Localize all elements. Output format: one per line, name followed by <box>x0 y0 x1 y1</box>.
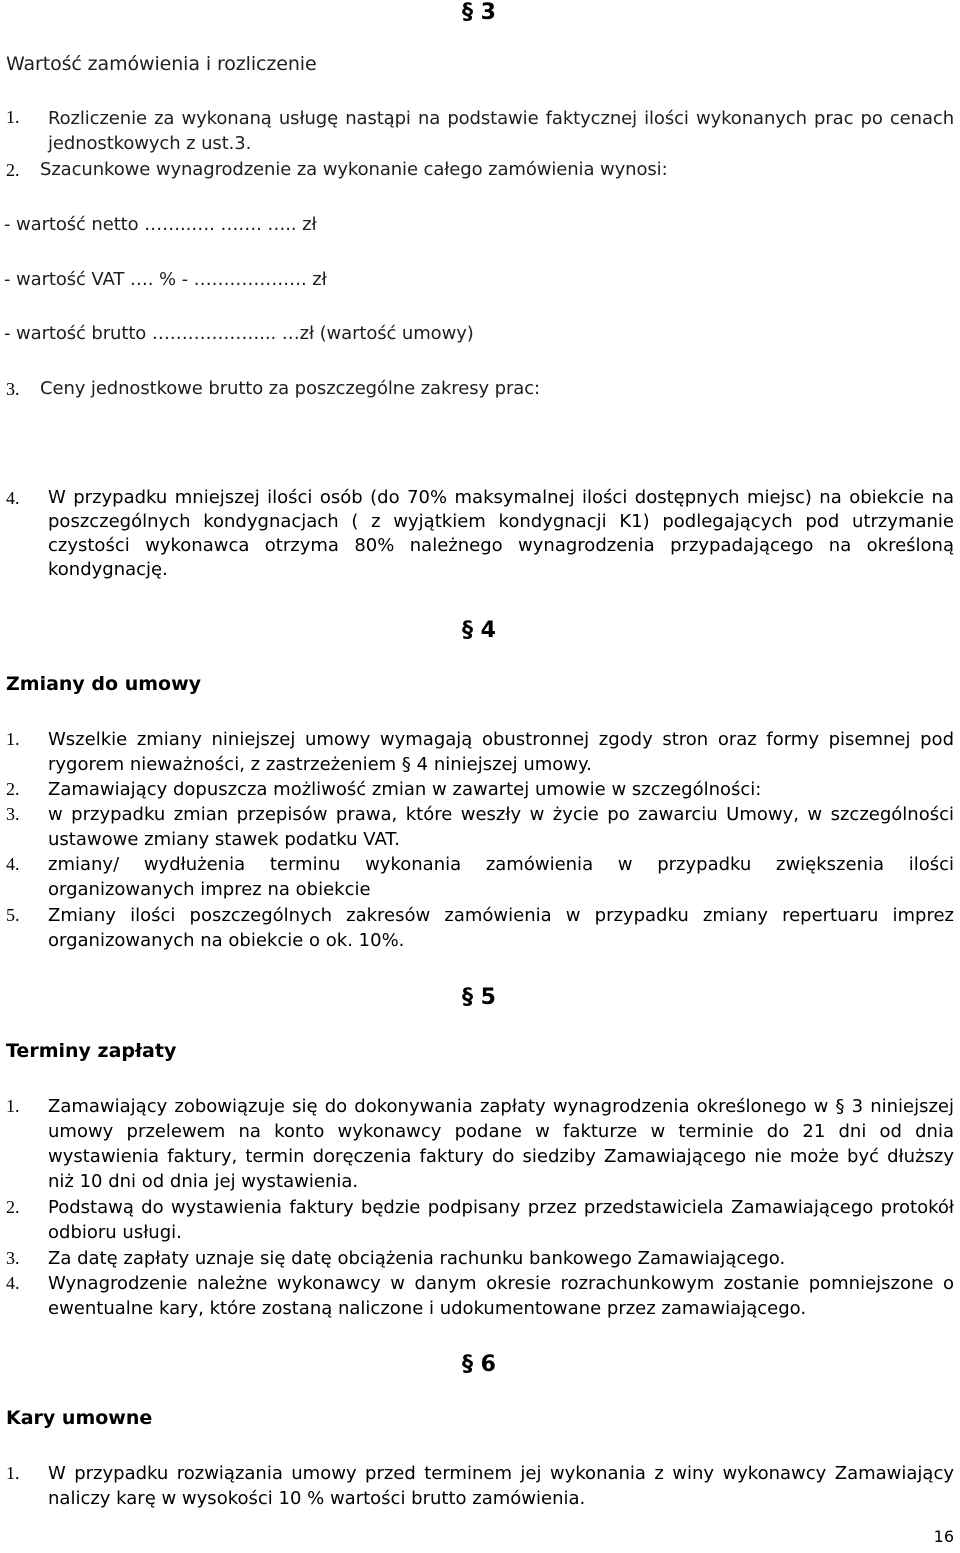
section-5-title: Terminy zapłaty <box>6 1040 177 1062</box>
s4-item-1-number: 1. <box>6 729 20 749</box>
section-3-marker: § 3 <box>462 0 496 25</box>
section-4-title: Zmiany do umowy <box>6 673 202 695</box>
s4-item-1-text: Wszelkie zmiany niniejszej umowy wymagają obustronnej zgody stron oraz formy pisemnej pod rygorem nieważności, z zastrzeżeniem § 4 niniejszej umowy. <box>48 729 954 775</box>
section-3-title: Wartość zamówienia i rozliczenie <box>6 53 317 75</box>
s4-item-4-number: 4. <box>6 854 20 874</box>
s3-item-1-text: Rozliczenie za wykonaną usługę nastąpi na podstawie faktycznej ilości wykonanych prac po cenach jednostkowych z ust.3. <box>48 108 954 154</box>
s3-item-2-number: 2. <box>6 160 20 180</box>
s5-item-1-number: 1. <box>6 1096 20 1116</box>
s3-item-4-text: W przypadku mniejszej ilości osób (do 70% maksymalnej ilości dostępnych miejsc) na obiekcie na poszczególnych kondygnacjach ( z wyjątkiem kondygnacji K1) podlegających pod utrzymanie czystości wykonawca otrzyma 80% należnego wynagrodzenia przypadającego na określoną kondygnację. <box>48 487 954 580</box>
s4-item-5-text: Zmiany ilości poszczególnych zakresów zamówienia w przypadku zmiany repertuaru imprez organizowanych na obiekcie o ok. 10%. <box>48 905 954 951</box>
s4-item-2-text: Zamawiający dopuszcza możliwość zmian w zawartej umowie w szczególności: <box>48 779 762 800</box>
s4-item-2-number: 2. <box>6 779 20 799</box>
section-6-marker: § 6 <box>462 1352 496 1377</box>
section-4-marker: § 4 <box>462 618 496 643</box>
s5-item-2-text: Podstawą do wystawienia faktury będzie podpisany przez przedstawiciela Zamawiającego protokół odbioru usługi. <box>48 1197 954 1243</box>
s3-item-3-number: 3. <box>6 379 20 399</box>
s3-item-1-number: 1. <box>6 107 20 127</box>
value-brutto: - wartość brutto ………………... …zł (wartość umowy) <box>4 323 474 344</box>
s3-item-3-text: Ceny jednostkowe brutto za poszczególne zakresy prac: <box>40 378 540 399</box>
section-5-marker: § 5 <box>462 985 496 1010</box>
s3-item-4-number: 4. <box>6 488 20 508</box>
s4-item-3-number: 3. <box>6 804 20 824</box>
s4-item-3-text: w przypadku zmian przepisów prawa, które weszły w życie po zawarciu Umowy, w szczególności ustawowe zmiany stawek podatku VAT. <box>48 804 954 850</box>
value-netto: - wartość netto ……..…. ……. ….. zł <box>4 214 317 235</box>
s6-item-1-text: W przypadku rozwiązania umowy przed terminem jej wykonania z winy wykonawcy Zamawiający naliczy karę w wysokości 10 % wartości brutto zamówienia. <box>48 1463 954 1509</box>
s5-item-1-text: Zamawiający zobowiązuje się do dokonywania zapłaty wynagrodzenia określonego w § 3 niniejszej umowy przelewem na konto wykonawcy podane w fakturze w terminie do 21 dni od dnia wystawienia faktury, termin doręczenia faktury do siedziby Zamawiającego nie może być dłuższy niż 10 dni od dnia jej wystawienia. <box>48 1096 954 1192</box>
s4-item-4-text: zmiany/ wydłużenia terminu wykonania zamówienia w przypadku zwiększenia ilości organizowanych imprez na obiekcie <box>48 854 954 900</box>
s5-item-4-number: 4. <box>6 1273 20 1293</box>
s5-item-4-text: Wynagrodzenie należne wykonawcy w danym okresie rozrachunkowym zostanie pomniejszone o ewentualne kary, które zostaną naliczone i udokumentowane przez zamawiającego. <box>48 1273 954 1319</box>
s5-item-3-text: Za datę zapłaty uznaje się datę obciążenia rachunku bankowego Zamawiającego. <box>48 1248 786 1269</box>
page-number: 16 <box>933 1527 954 1546</box>
s5-item-3-number: 3. <box>6 1248 20 1268</box>
value-vat: - wartość VAT …. % - ………………. zł <box>4 269 327 290</box>
section-6-title: Kary umowne <box>6 1407 153 1429</box>
s6-item-1-number: 1. <box>6 1463 20 1483</box>
s5-item-2-number: 2. <box>6 1197 20 1217</box>
s4-item-5-number: 5. <box>6 905 20 925</box>
s3-item-2-text: Szacunkowe wynagrodzenie za wykonanie całego zamówienia wynosi: <box>40 159 668 180</box>
